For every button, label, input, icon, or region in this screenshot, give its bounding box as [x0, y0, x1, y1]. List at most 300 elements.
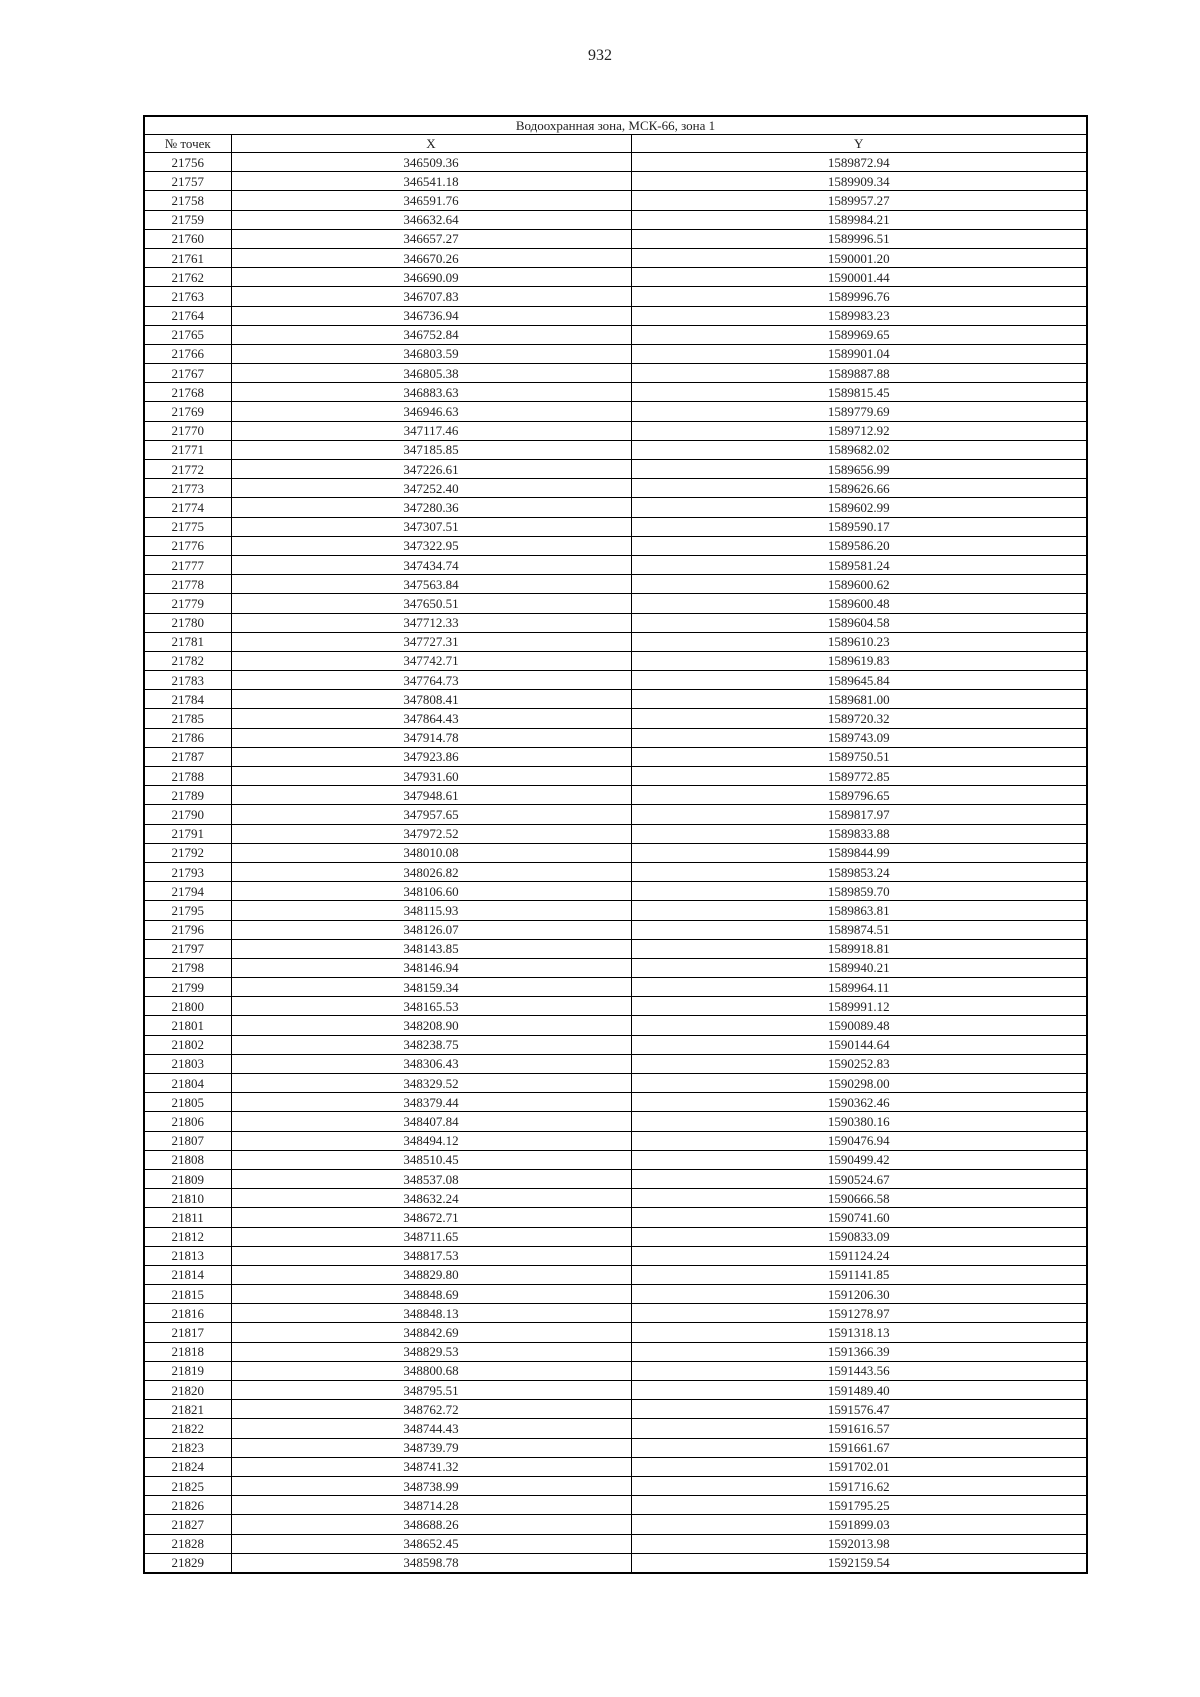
cell-point-number: 21787 [144, 747, 231, 766]
cell-y: 1589833.88 [631, 824, 1087, 843]
cell-point-number: 21784 [144, 690, 231, 709]
cell-point-number: 21812 [144, 1227, 231, 1246]
table-row [144, 651, 1087, 670]
table-title: Водоохранная зона, МСК-66, зона 1 [144, 116, 1087, 135]
table-row [144, 1476, 1087, 1495]
cell-point-number: 21770 [144, 421, 231, 440]
cell-point-number: 21806 [144, 1112, 231, 1131]
cell-point-number: 21768 [144, 383, 231, 402]
table-row [144, 1112, 1087, 1131]
column-header-y: Y [631, 135, 1087, 153]
cell-point-number: 21762 [144, 268, 231, 287]
cell-x: 347923.86 [231, 747, 631, 766]
cell-point-number: 21759 [144, 210, 231, 229]
cell-y: 1589681.00 [631, 690, 1087, 709]
cell-point-number: 21773 [144, 479, 231, 498]
cell-x: 347434.74 [231, 555, 631, 574]
cell-y: 1590001.44 [631, 268, 1087, 287]
cell-y: 1589844.99 [631, 843, 1087, 862]
cell-y: 1589996.76 [631, 287, 1087, 306]
cell-point-number: 21779 [144, 594, 231, 613]
table-row [144, 594, 1087, 613]
cell-point-number: 21801 [144, 1016, 231, 1035]
table-row [144, 383, 1087, 402]
cell-x: 347957.65 [231, 805, 631, 824]
cell-point-number: 21827 [144, 1515, 231, 1534]
table-row [144, 555, 1087, 574]
cell-point-number: 21790 [144, 805, 231, 824]
cell-x: 348848.13 [231, 1304, 631, 1323]
cell-y: 1589874.51 [631, 920, 1087, 939]
cell-x: 348817.53 [231, 1246, 631, 1265]
cell-y: 1590089.48 [631, 1016, 1087, 1035]
table-row [144, 1515, 1087, 1534]
cell-point-number: 21776 [144, 536, 231, 555]
cell-point-number: 21803 [144, 1054, 231, 1073]
cell-y: 1589743.09 [631, 728, 1087, 747]
cell-point-number: 21824 [144, 1457, 231, 1476]
cell-y: 1590144.64 [631, 1035, 1087, 1054]
table-row [144, 1381, 1087, 1400]
cell-y: 1589817.97 [631, 805, 1087, 824]
cell-point-number: 21774 [144, 498, 231, 517]
table-row [144, 1189, 1087, 1208]
cell-y: 1589720.32 [631, 709, 1087, 728]
cell-point-number: 21789 [144, 786, 231, 805]
cell-point-number: 21778 [144, 575, 231, 594]
cell-y: 1589887.88 [631, 364, 1087, 383]
cell-y: 1589610.23 [631, 632, 1087, 651]
cell-x: 348632.24 [231, 1189, 631, 1208]
cell-point-number: 21807 [144, 1131, 231, 1150]
cell-x: 347252.40 [231, 479, 631, 498]
cell-point-number: 21810 [144, 1189, 231, 1208]
cell-y: 1591716.62 [631, 1476, 1087, 1495]
cell-y: 1592013.98 [631, 1534, 1087, 1553]
cell-y: 1589901.04 [631, 344, 1087, 363]
table-row [144, 498, 1087, 517]
cell-y: 1590362.46 [631, 1093, 1087, 1112]
cell-y: 1589996.51 [631, 229, 1087, 248]
cell-y: 1591616.57 [631, 1419, 1087, 1438]
cell-y: 1589983.23 [631, 306, 1087, 325]
cell-point-number: 21793 [144, 862, 231, 881]
cell-x: 348126.07 [231, 920, 631, 939]
cell-point-number: 21809 [144, 1169, 231, 1188]
cell-x: 348494.12 [231, 1131, 631, 1150]
table-row [144, 786, 1087, 805]
table-body [144, 116, 1087, 1573]
table-row [144, 287, 1087, 306]
cell-x: 346707.83 [231, 287, 631, 306]
cell-x: 346591.76 [231, 191, 631, 210]
cell-point-number: 21796 [144, 920, 231, 939]
cell-x: 346736.94 [231, 306, 631, 325]
cell-point-number: 21805 [144, 1093, 231, 1112]
cell-point-number: 21782 [144, 651, 231, 670]
table-row [144, 1169, 1087, 1188]
cell-y: 1589964.11 [631, 978, 1087, 997]
cell-point-number: 21791 [144, 824, 231, 843]
cell-y: 1591124.24 [631, 1246, 1087, 1265]
cell-x: 348829.80 [231, 1265, 631, 1284]
column-header-x: X [231, 135, 631, 153]
table-row [144, 1342, 1087, 1361]
cell-x: 347727.31 [231, 632, 631, 651]
cell-point-number: 21816 [144, 1304, 231, 1323]
table-row [144, 939, 1087, 958]
cell-point-number: 21795 [144, 901, 231, 920]
cell-x: 348143.85 [231, 939, 631, 958]
cell-point-number: 21786 [144, 728, 231, 747]
cell-point-number: 21794 [144, 882, 231, 901]
table-row [144, 1553, 1087, 1573]
cell-point-number: 21777 [144, 555, 231, 574]
cell-y: 1589581.24 [631, 555, 1087, 574]
cell-y: 1591141.85 [631, 1265, 1087, 1284]
cell-y: 1590001.20 [631, 248, 1087, 267]
cell-point-number: 21828 [144, 1534, 231, 1553]
cell-point-number: 21758 [144, 191, 231, 210]
table-row [144, 1304, 1087, 1323]
cell-y: 1589750.51 [631, 747, 1087, 766]
table-row [144, 153, 1087, 172]
cell-x: 348741.32 [231, 1457, 631, 1476]
cell-x: 348762.72 [231, 1400, 631, 1419]
cell-point-number: 21820 [144, 1381, 231, 1400]
cell-x: 348115.93 [231, 901, 631, 920]
table-row [144, 843, 1087, 862]
table-row [144, 997, 1087, 1016]
cell-x: 347764.73 [231, 671, 631, 690]
cell-y: 1589590.17 [631, 517, 1087, 536]
table-row [144, 805, 1087, 824]
table-row [144, 1131, 1087, 1150]
cell-point-number: 21821 [144, 1400, 231, 1419]
cell-y: 1591661.67 [631, 1438, 1087, 1457]
cell-point-number: 21826 [144, 1496, 231, 1515]
table-row [144, 306, 1087, 325]
cell-point-number: 21799 [144, 978, 231, 997]
table-row [144, 575, 1087, 594]
table-title-row [144, 116, 1087, 135]
cell-x: 348165.53 [231, 997, 631, 1016]
cell-y: 1591899.03 [631, 1515, 1087, 1534]
cell-point-number: 21797 [144, 939, 231, 958]
cell-point-number: 21814 [144, 1265, 231, 1284]
table-row [144, 1227, 1087, 1246]
cell-x: 348106.60 [231, 882, 631, 901]
table-row [144, 613, 1087, 632]
cell-x: 347322.95 [231, 536, 631, 555]
cell-x: 346509.36 [231, 153, 631, 172]
table-row [144, 1496, 1087, 1515]
cell-y: 1589815.45 [631, 383, 1087, 402]
cell-y: 1591318.13 [631, 1323, 1087, 1342]
table-row [144, 344, 1087, 363]
table-row [144, 421, 1087, 440]
table-row [144, 440, 1087, 459]
table-row [144, 1208, 1087, 1227]
table-row [144, 709, 1087, 728]
cell-x: 348800.68 [231, 1361, 631, 1380]
cell-x: 348652.45 [231, 1534, 631, 1553]
cell-x: 348238.75 [231, 1035, 631, 1054]
cell-point-number: 21783 [144, 671, 231, 690]
cell-x: 348672.71 [231, 1208, 631, 1227]
table-row [144, 536, 1087, 555]
cell-y: 1589909.34 [631, 172, 1087, 191]
column-header-point-number: № точек [144, 135, 231, 153]
coordinates-table [143, 115, 1088, 1574]
cell-x: 347563.84 [231, 575, 631, 594]
cell-point-number: 21813 [144, 1246, 231, 1265]
cell-y: 1589586.20 [631, 536, 1087, 555]
cell-point-number: 21788 [144, 767, 231, 786]
cell-point-number: 21772 [144, 460, 231, 479]
table-row [144, 1323, 1087, 1342]
table-row [144, 460, 1087, 479]
cell-x: 346946.63 [231, 402, 631, 421]
table-row [144, 1534, 1087, 1553]
cell-y: 1589991.12 [631, 997, 1087, 1016]
cell-point-number: 21767 [144, 364, 231, 383]
cell-y: 1589619.83 [631, 651, 1087, 670]
table-row [144, 517, 1087, 536]
cell-point-number: 21792 [144, 843, 231, 862]
table-row [144, 882, 1087, 901]
cell-point-number: 21785 [144, 709, 231, 728]
cell-x: 346752.84 [231, 325, 631, 344]
cell-point-number: 21829 [144, 1553, 231, 1573]
cell-y: 1590298.00 [631, 1074, 1087, 1093]
cell-x: 347185.85 [231, 440, 631, 459]
table-header-row [144, 135, 1087, 153]
cell-y: 1591702.01 [631, 1457, 1087, 1476]
cell-x: 348714.28 [231, 1496, 631, 1515]
cell-x: 347742.71 [231, 651, 631, 670]
table-row [144, 1035, 1087, 1054]
cell-point-number: 21756 [144, 153, 231, 172]
table-row [144, 862, 1087, 881]
cell-point-number: 21819 [144, 1361, 231, 1380]
table-row [144, 958, 1087, 977]
cell-point-number: 21769 [144, 402, 231, 421]
cell-point-number: 21800 [144, 997, 231, 1016]
cell-y: 1591489.40 [631, 1381, 1087, 1400]
cell-x: 346805.38 [231, 364, 631, 383]
cell-point-number: 21761 [144, 248, 231, 267]
cell-point-number: 21780 [144, 613, 231, 632]
cell-point-number: 21815 [144, 1285, 231, 1304]
cell-y: 1590499.42 [631, 1150, 1087, 1169]
cell-x: 348598.78 [231, 1553, 631, 1573]
table-row [144, 402, 1087, 421]
cell-y: 1589918.81 [631, 939, 1087, 958]
table-row [144, 1054, 1087, 1073]
cell-x: 348537.08 [231, 1169, 631, 1188]
cell-x: 347931.60 [231, 767, 631, 786]
table-row [144, 824, 1087, 843]
cell-point-number: 21822 [144, 1419, 231, 1438]
cell-x: 346657.27 [231, 229, 631, 248]
cell-point-number: 21823 [144, 1438, 231, 1457]
table-row [144, 978, 1087, 997]
cell-x: 348407.84 [231, 1112, 631, 1131]
cell-y: 1589872.94 [631, 153, 1087, 172]
cell-y: 1591795.25 [631, 1496, 1087, 1515]
table-row [144, 191, 1087, 210]
cell-x: 348159.34 [231, 978, 631, 997]
table-row [144, 1246, 1087, 1265]
cell-y: 1589969.65 [631, 325, 1087, 344]
cell-point-number: 21765 [144, 325, 231, 344]
table-row [144, 210, 1087, 229]
cell-point-number: 21825 [144, 1476, 231, 1495]
cell-y: 1591576.47 [631, 1400, 1087, 1419]
cell-x: 346541.18 [231, 172, 631, 191]
cell-y: 1591206.30 [631, 1285, 1087, 1304]
cell-point-number: 21781 [144, 632, 231, 651]
cell-x: 348010.08 [231, 843, 631, 862]
table-row [144, 1438, 1087, 1457]
table-row [144, 1400, 1087, 1419]
table-row [144, 1457, 1087, 1476]
cell-point-number: 21766 [144, 344, 231, 363]
cell-y: 1589779.69 [631, 402, 1087, 421]
cell-y: 1590476.94 [631, 1131, 1087, 1150]
cell-point-number: 21802 [144, 1035, 231, 1054]
cell-point-number: 21817 [144, 1323, 231, 1342]
cell-x: 347948.61 [231, 786, 631, 805]
cell-point-number: 21760 [144, 229, 231, 248]
cell-x: 348744.43 [231, 1419, 631, 1438]
cell-y: 1591366.39 [631, 1342, 1087, 1361]
cell-x: 347712.33 [231, 613, 631, 632]
cell-x: 348146.94 [231, 958, 631, 977]
cell-x: 347226.61 [231, 460, 631, 479]
table-row [144, 325, 1087, 344]
table-row [144, 901, 1087, 920]
cell-y: 1589859.70 [631, 882, 1087, 901]
cell-y: 1589600.62 [631, 575, 1087, 594]
cell-x: 347972.52 [231, 824, 631, 843]
cell-x: 347307.51 [231, 517, 631, 536]
cell-y: 1590380.16 [631, 1112, 1087, 1131]
cell-x: 348306.43 [231, 1054, 631, 1073]
cell-x: 348795.51 [231, 1381, 631, 1400]
cell-y: 1589656.99 [631, 460, 1087, 479]
cell-y: 1589984.21 [631, 210, 1087, 229]
cell-x: 348688.26 [231, 1515, 631, 1534]
table-row [144, 1093, 1087, 1112]
cell-y: 1590833.09 [631, 1227, 1087, 1246]
table-row [144, 1150, 1087, 1169]
cell-y: 1589626.66 [631, 479, 1087, 498]
table-row [144, 767, 1087, 786]
cell-x: 346883.63 [231, 383, 631, 402]
page-number: 932 [588, 47, 612, 64]
table-row [144, 1285, 1087, 1304]
cell-x: 348379.44 [231, 1093, 631, 1112]
cell-x: 348848.69 [231, 1285, 631, 1304]
cell-y: 1589604.58 [631, 613, 1087, 632]
cell-y: 1591443.56 [631, 1361, 1087, 1380]
cell-x: 346803.59 [231, 344, 631, 363]
cell-point-number: 21764 [144, 306, 231, 325]
cell-x: 348208.90 [231, 1016, 631, 1035]
table-row [144, 172, 1087, 191]
table-row [144, 1265, 1087, 1284]
table-row [144, 1074, 1087, 1093]
cell-x: 348026.82 [231, 862, 631, 881]
cell-y: 1589853.24 [631, 862, 1087, 881]
cell-y: 1589796.65 [631, 786, 1087, 805]
cell-x: 348739.79 [231, 1438, 631, 1457]
table-row [144, 248, 1087, 267]
cell-x: 346690.09 [231, 268, 631, 287]
cell-y: 1590524.67 [631, 1169, 1087, 1188]
cell-y: 1590252.83 [631, 1054, 1087, 1073]
cell-x: 347808.41 [231, 690, 631, 709]
table-row [144, 1361, 1087, 1380]
cell-y: 1589645.84 [631, 671, 1087, 690]
cell-y: 1589602.99 [631, 498, 1087, 517]
cell-y: 1589712.92 [631, 421, 1087, 440]
cell-x: 348829.53 [231, 1342, 631, 1361]
table-row [144, 671, 1087, 690]
cell-y: 1590666.58 [631, 1189, 1087, 1208]
cell-x: 347650.51 [231, 594, 631, 613]
table-row [144, 728, 1087, 747]
table-row [144, 268, 1087, 287]
cell-point-number: 21775 [144, 517, 231, 536]
cell-point-number: 21757 [144, 172, 231, 191]
cell-x: 348711.65 [231, 1227, 631, 1246]
cell-x: 347117.46 [231, 421, 631, 440]
cell-point-number: 21771 [144, 440, 231, 459]
cell-point-number: 21804 [144, 1074, 231, 1093]
cell-point-number: 21798 [144, 958, 231, 977]
cell-point-number: 21811 [144, 1208, 231, 1227]
cell-x: 347280.36 [231, 498, 631, 517]
cell-point-number: 21763 [144, 287, 231, 306]
cell-y: 1592159.54 [631, 1553, 1087, 1573]
cell-y: 1589940.21 [631, 958, 1087, 977]
cell-y: 1589772.85 [631, 767, 1087, 786]
table-row [144, 364, 1087, 383]
cell-y: 1590741.60 [631, 1208, 1087, 1227]
table-row [144, 920, 1087, 939]
table-row [144, 747, 1087, 766]
cell-point-number: 21818 [144, 1342, 231, 1361]
cell-x: 348738.99 [231, 1476, 631, 1495]
cell-x: 348842.69 [231, 1323, 631, 1342]
table-row [144, 632, 1087, 651]
cell-x: 348329.52 [231, 1074, 631, 1093]
cell-x: 346670.26 [231, 248, 631, 267]
table-row [144, 479, 1087, 498]
cell-y: 1589682.02 [631, 440, 1087, 459]
cell-point-number: 21808 [144, 1150, 231, 1169]
cell-x: 348510.45 [231, 1150, 631, 1169]
cell-y: 1589863.81 [631, 901, 1087, 920]
cell-x: 347914.78 [231, 728, 631, 747]
cell-x: 347864.43 [231, 709, 631, 728]
table-row [144, 690, 1087, 709]
cell-y: 1589600.48 [631, 594, 1087, 613]
cell-y: 1589957.27 [631, 191, 1087, 210]
